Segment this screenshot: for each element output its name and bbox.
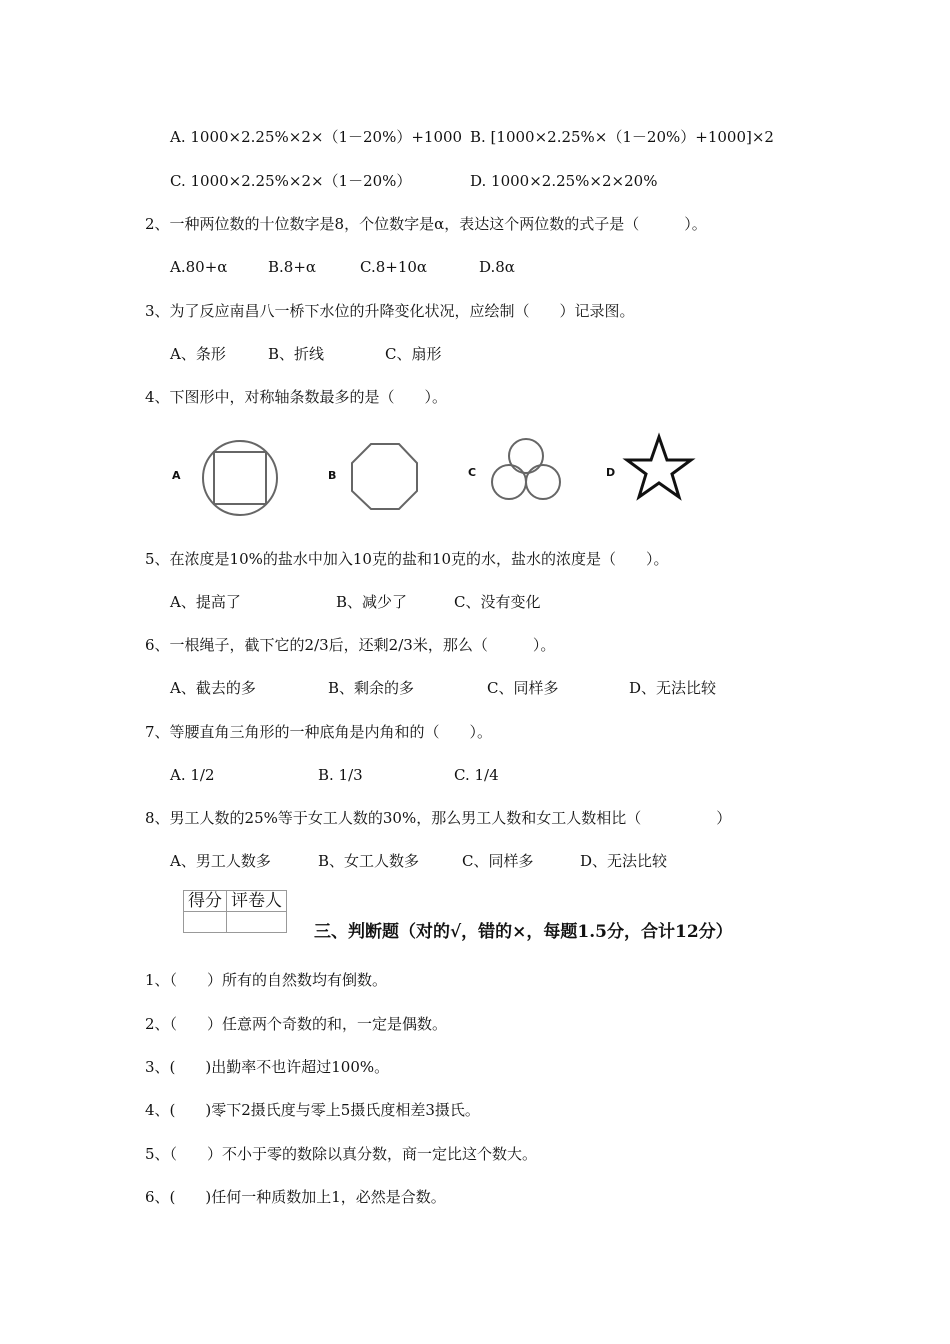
q1-option-b: B. [1000×2.25%×（1－20%）+1000]×2 — [470, 128, 774, 146]
question-8-option-b: B、女工人数多 — [318, 852, 420, 870]
question-6-option-c: C、同样多 — [487, 679, 559, 697]
score-box — [183, 890, 287, 933]
question-8-option-c: C、同样多 — [462, 852, 534, 870]
question-6-stem: 6、一根绳子，截下它的2/3后，还剩2/3米，那么（ ）。 — [145, 636, 556, 654]
score-box-grader-cell[interactable] — [227, 912, 287, 933]
judgement-question-2: 2、（ ）任意两个奇数的和，一定是偶数。 — [145, 1015, 448, 1033]
figure-c-label: C — [468, 466, 477, 479]
question-5-option-a: A、提高了 — [170, 593, 241, 611]
question-6-option-d: D、无法比较 — [629, 679, 717, 697]
octagon-figure — [350, 442, 420, 512]
score-box-score-cell[interactable] — [184, 912, 227, 933]
question-2-stem: 2、一种两位数的十位数字是8，个位数字是α，表达这个两位数的式子是（ ）。 — [145, 215, 707, 233]
question-8-stem: 8、男工人数的25%等于女工人数的30%，那么男工人数和女工人数相比（ ） — [145, 809, 732, 827]
q1-option-c: C. 1000×2.25%×2×（1－20%） — [170, 172, 412, 190]
judgement-question-1: 1、（ ）所有的自然数均有倒数。 — [145, 971, 388, 989]
q1-option-a: A. 1000×2.25%×2×（1－20%）+1000 — [170, 128, 463, 146]
question-7-stem: 7、等腰直角三角形的一种底角是内角和的（ ）。 — [145, 723, 493, 741]
question-8-option-a: A、男工人数多 — [170, 852, 271, 870]
figure-b-label: B — [328, 469, 337, 482]
question-3-option-b: B、折线 — [268, 345, 325, 363]
score-box-header-score: 得分 — [184, 891, 227, 912]
question-6-option-a: A、截去的多 — [170, 679, 256, 697]
question-5-option-c: C、没有变化 — [454, 593, 541, 611]
question-7-option-a: A. 1/2 — [170, 766, 215, 784]
question-2-option-b: B.8+α — [268, 258, 317, 276]
question-4-stem: 4、下图形中，对称轴条数最多的是（ ）。 — [145, 388, 448, 406]
circle-with-square-figure — [200, 440, 280, 516]
question-2-option-d: D.8α — [479, 258, 515, 276]
question-5-option-b: B、减少了 — [336, 593, 408, 611]
figure-a-label: A — [172, 469, 181, 482]
question-5-stem: 5、在浓度是10%的盐水中加入10克的盐和10克的水，盐水的浓度是（ ）。 — [145, 550, 669, 568]
judgement-question-6: 6、( )任何一种质数加上1，必然是合数。 — [145, 1188, 446, 1206]
score-box-header-grader: 评卷人 — [227, 891, 287, 912]
figure-d-label: D — [606, 466, 616, 479]
question-6-option-b: B、剩余的多 — [328, 679, 415, 697]
question-2-option-c: C.8+10α — [360, 258, 428, 276]
judgement-question-3: 3、( )出勤率不也许超过100%。 — [145, 1058, 390, 1076]
question-7-option-c: C. 1/4 — [454, 766, 499, 784]
q1-option-d: D. 1000×2.25%×2×20% — [470, 172, 658, 190]
question-2-option-a: A.80+α — [170, 258, 228, 276]
question-3-option-c: C、扇形 — [385, 345, 442, 363]
question-3-option-a: A、条形 — [170, 345, 226, 363]
question-7-option-b: B. 1/3 — [318, 766, 363, 784]
question-8-option-d: D、无法比较 — [580, 852, 668, 870]
section-3-title: 三、判断题（对的√，错的×，每题1.5分，合计12分） — [314, 922, 733, 942]
star-figure — [624, 434, 694, 500]
three-circles-figure — [490, 437, 565, 502]
judgement-question-4: 4、( )零下2摄氏度与零上5摄氏度相差3摄氏。 — [145, 1101, 480, 1119]
judgement-question-5: 5、（ ）不小于零的数除以真分数，商一定比这个数大。 — [145, 1145, 538, 1163]
question-3-stem: 3、为了反应南昌八一桥下水位的升降变化状况，应绘制（ ）记录图。 — [145, 302, 635, 320]
